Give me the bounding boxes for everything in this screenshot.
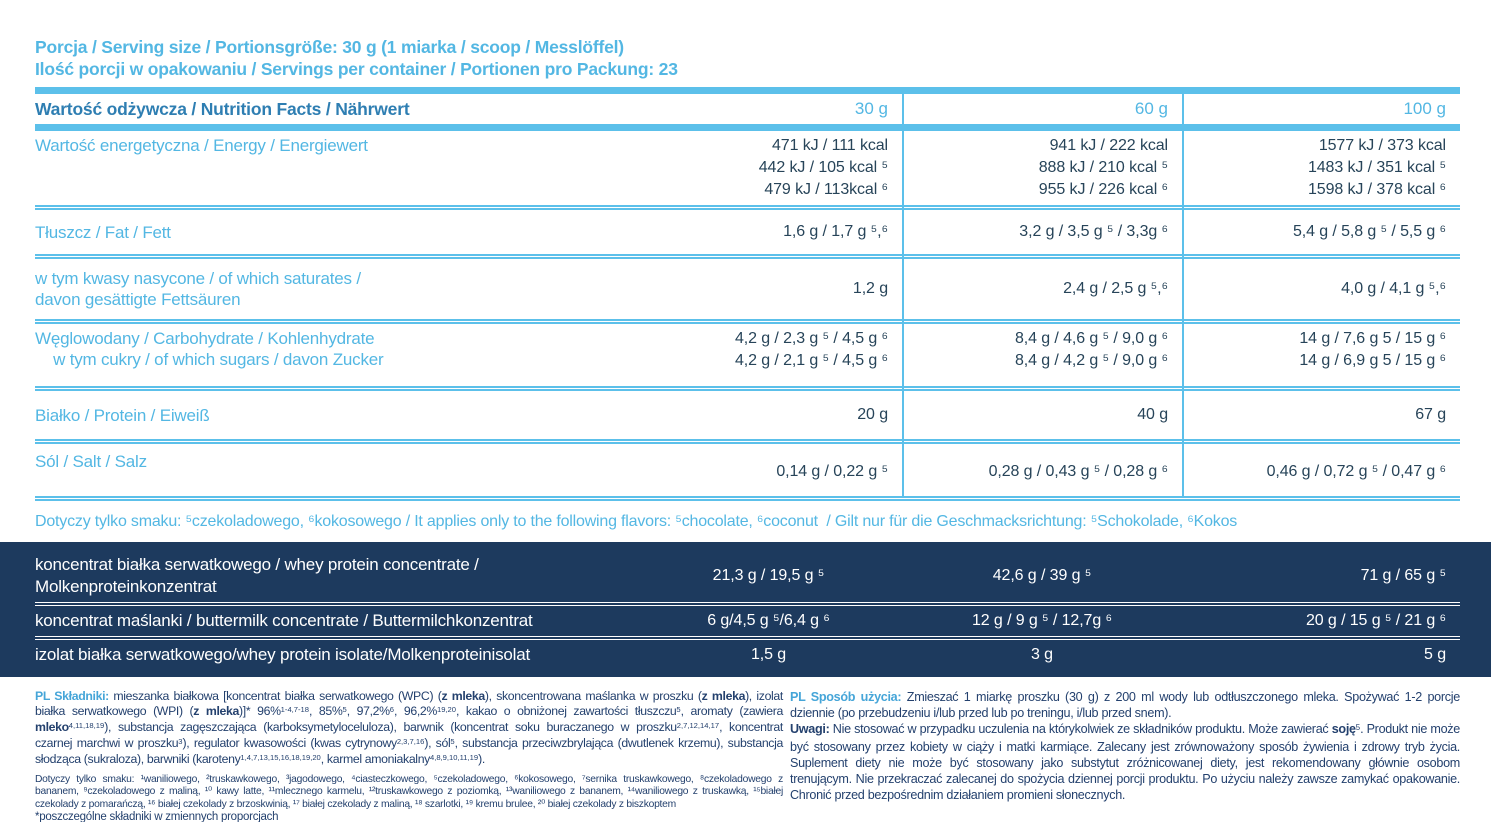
value-line: 67 g — [1415, 406, 1446, 423]
superscript: 5 — [450, 736, 455, 746]
value-cell-30g — [635, 221, 902, 243]
row-label — [35, 405, 635, 426]
value-cell-60g — [902, 448, 1182, 483]
value-cell-100g — [1182, 328, 1460, 372]
text-segment: , 97,2% — [346, 704, 390, 718]
value-cell-100g — [1182, 135, 1460, 201]
text-segment: mleko — [35, 720, 69, 734]
row-label — [35, 135, 635, 156]
value-line: 471 kJ / 111 kcal — [772, 137, 888, 154]
value-line: 2,4 g / 2,5 g ⁵,⁶ — [1063, 280, 1168, 297]
band-label-line: koncentrat maślanki / buttermilk concentrate / Buttermilchkonzentrat — [35, 611, 533, 630]
value-cell-60g — [902, 278, 1182, 300]
text-segment: . Produkt nie może być stosowany przez kobiety w ciąży i matki karmiące. Zalecany jest zrównoważony sposób żywienia i zdrowy tryb życia. Suplement diety nie może być stosowany jako substytut zróżnicowanej diety, jest rekomendowany głównie osobom trenującym. Nie przekraczać zalecanej do spożycia dziennej porcji produktu. Po użyciu należy zawsze zamykać opakowanie. Chronić przed bezpośrednim działaniem promieni słonecznych. — [790, 722, 1460, 802]
table-top-rule — [35, 87, 1460, 94]
text-segment: Zmieszać 1 miarkę proszku (30 g) z 200 ml wody lub odtłuszczonego mleka. Spożywać 1-2 porcje dziennie (po przebudzeniu i/lub przed lub po treningu, i/lub przed snem). — [790, 690, 1460, 720]
text-segment: z mleka — [441, 689, 485, 703]
text-segment: )]* 96% — [239, 704, 281, 718]
text-segment: ), skoncentrowana maślanka w proszku ( — [484, 689, 702, 703]
row-label — [35, 222, 635, 243]
band-body — [35, 550, 1460, 670]
text-segment: ). — [478, 752, 485, 766]
band-value-cell: 20 g / 15 g ⁵ / 21 g ⁶ — [1305, 612, 1446, 629]
value-cell-30g — [635, 278, 902, 300]
value-cell-60g — [902, 328, 1182, 372]
value-line: 14 g / 7,6 g 5 / 15 g ⁶ — [1299, 330, 1446, 347]
superscript: 2,3,7,16 — [396, 736, 425, 746]
value-line: 8,4 g / 4,6 g ⁵ / 9,0 g ⁶ — [1014, 330, 1168, 347]
band-label-line: izolat białka serwatkowego/whey protein isolate/Molkenproteinisolat — [35, 645, 530, 664]
flavor-note: Dotyczy tylko smaku: ⁵czekoladowego, ⁶kokosowego / It applies only to the following flavors: ⁵chocolate, ⁶coconut / Gilt nur für die Geschmacksrichtung: ⁵Schokolade, ⁶Kokos — [35, 513, 1238, 530]
value-cell-30g — [635, 328, 902, 372]
footer — [0, 677, 1491, 822]
value-cell-30g — [635, 448, 902, 483]
superscript: 19,20 — [436, 704, 457, 714]
row-label — [35, 328, 635, 370]
value-line: 40 g — [1137, 406, 1168, 423]
value-line: 0,46 g / 0,72 g ⁵ / 0,47 g ⁶ — [1266, 463, 1446, 480]
text-segment: , koncentrat czarnej marchwi w proszku — [35, 720, 783, 750]
row-label-line: Białko / Protein / Eiweiß — [35, 405, 210, 425]
column-header-60g: 60 g — [1134, 99, 1168, 118]
band-value-cell: 42,6 g / 39 g ⁵ — [992, 567, 1092, 584]
row-label-line: w tym cukry / of which sugars / davon Zucker — [35, 350, 384, 369]
table-row-carbs — [35, 319, 1460, 386]
footer-right-column — [790, 689, 1460, 822]
text-segment: Nie stosować w przypadku uczulenia na którykolwiek ze składników produktu. Może zawierać — [832, 722, 1332, 736]
row-label-line: Węglowodany / Carbohydrate / Kohlenhydrate — [35, 329, 375, 348]
row-label-line: w tym kwasy nasycone / of which saturates / — [35, 269, 361, 288]
value-line: 1598 kJ / 378 kcal ⁶ — [1307, 181, 1446, 198]
band-value-cell: 1,5 g — [750, 646, 787, 663]
table-row-saturates — [35, 254, 1460, 319]
text-segment: , substancja przeciwzbrylająca (dwutlenek krzemu), substancja słodząca (sukraloza), barwniki (karoteny — [35, 736, 783, 766]
text-segment: z mleka — [193, 704, 240, 718]
table-header-bottom-rule — [35, 124, 1460, 131]
value-cell-100g — [1182, 448, 1460, 483]
value-line: 4,0 g / 4,1 g ⁵,⁶ — [1341, 280, 1446, 297]
column-divider-1 — [902, 94, 904, 496]
band-label-line: koncentrat białka serwatkowego / whey protein concentrate / — [35, 555, 479, 574]
value-line: 8,4 g / 4,2 g ⁵ / 9,0 g ⁶ — [1014, 352, 1168, 369]
serving-info — [0, 0, 1491, 80]
superscript: 1-4,7-18 — [280, 704, 310, 714]
text-segment: , 85% — [309, 704, 343, 718]
table-row-protein — [35, 386, 1460, 439]
superscript: 4,8,9,10,11,19 — [429, 752, 479, 762]
value-cell-30g — [635, 404, 902, 426]
text-segment: ), izolat białka serwatkowego (WPI) ( — [35, 689, 783, 718]
text-segment: z mleka — [701, 689, 746, 703]
band-row-label — [35, 554, 635, 598]
column-header-100g: 100 g — [1403, 99, 1446, 118]
table-row-energy — [35, 131, 1460, 205]
row-label-line: Tłuszcz / Fat / Fett — [35, 222, 171, 242]
serving-size-line: Porcja / Serving size / Portionsgröße: 30 g (1 miarka / scoop / Messlöffel) — [35, 37, 624, 57]
value-line: 442 kJ / 105 kcal ⁵ — [758, 159, 888, 176]
text-segment: mieszanka białkowa [koncentrat białka serwatkowego (WPC) ( — [113, 689, 442, 703]
protein-sources-band — [0, 542, 1491, 677]
band-value-cell: 3 g — [1031, 646, 1053, 663]
text-segment: ), substancja zagęszczająca (karboksymetyloceluloza), barwnik (koncentrat soku buraczanego w proszku — [104, 720, 677, 734]
superscript: 2,7,12,14,17 — [676, 720, 720, 730]
text-segment: , aromaty (zawiera — [680, 704, 783, 718]
superscript: 5 — [342, 704, 347, 714]
band-row-whey-protein-concentrate — [35, 550, 1460, 602]
row-label — [35, 268, 635, 310]
band-row-buttermilk-concentrate — [35, 602, 1460, 636]
band-row-label — [35, 644, 635, 666]
value-line: 1,2 g — [852, 280, 888, 297]
ingredients-paragraph — [35, 689, 783, 768]
usage-paragraph — [790, 689, 1460, 721]
notes-paragraph — [790, 721, 1460, 803]
value-line: 4,2 g / 2,3 g ⁵ / 4,5 g ⁶ — [734, 330, 888, 347]
superscript: 1,4,7,13,15,16,18,19,20 — [240, 752, 321, 762]
value-cell-100g — [1182, 221, 1460, 243]
row-label-line: Wartość energetyczna / Energy / Energiewert — [35, 136, 368, 155]
table-title: Wartość odżywcza / Nutrition Facts / Nährwert — [35, 98, 410, 119]
table-header-row — [35, 94, 1460, 124]
text-segment: Uwagi: — [790, 722, 833, 736]
value-line: 955 kJ / 226 kcal ⁶ — [1038, 181, 1168, 198]
footnote-star: *poszczególne składniki w zmiennych proporcjach — [35, 811, 279, 822]
footer-left-column — [35, 689, 783, 822]
value-line: 20 g — [857, 406, 888, 423]
value-line: 0,14 g / 0,22 g ⁵ — [776, 463, 888, 480]
superscript: 5 — [1355, 722, 1361, 732]
flavor-footnote-paragraph: Dotyczy tylko smaku: ¹waniliowego, ²truskawkowego, ³jagodowego, ⁴ciasteczkowego, ⁵czekoladowego, ⁶kokosowego, ⁷sernika truskawkowego, ⁸czekoladowego z bananem, ⁹czekoladowego z maliną, ¹⁰ kawy latte, ¹¹mlecznego karmelu, ¹²truskawkowego z poziomką, ¹³waniliowego z bananem, ¹⁴waniliowego z truskawką, ¹⁵białej czekolady z pomarańczą, ¹⁶ białej czekolady z brzoskwinią, ¹⁷ białej czekolady z maliną, ¹⁸ szarlotki, ¹⁹ kremu brulee, ²⁰ białej czekolady z biszkoptem — [35, 774, 783, 810]
value-cell-60g — [902, 135, 1182, 201]
value-line: 479 kJ / 113kcal ⁶ — [764, 181, 888, 198]
nutrition-table — [35, 87, 1460, 501]
text-segment: ), regulator kwasowości (kwas cytrynowy — [182, 736, 397, 750]
value-line: 5,4 g / 5,8 g ⁵ / 5,5 g ⁶ — [1292, 223, 1446, 240]
superscript: 3 — [178, 736, 183, 746]
band-row-label — [35, 610, 635, 632]
text-segment: ), sól — [424, 736, 451, 750]
value-line: 14 g / 6,9 g 5 / 15 g ⁶ — [1299, 352, 1446, 369]
column-header-30g: 30 g — [854, 99, 888, 118]
value-line: 888 kJ / 210 kcal ⁵ — [1038, 159, 1168, 176]
row-label — [35, 448, 635, 472]
value-line: 1,6 g / 1,7 g ⁵,⁶ — [783, 223, 888, 240]
band-value-cell: 5 g — [1424, 646, 1446, 663]
band-label-line: Molkenproteinkonzentrat — [35, 577, 217, 596]
column-divider-2 — [1182, 94, 1184, 496]
text-segment: soję — [1331, 722, 1356, 736]
servings-per-container-line: Ilość porcji w opakowaniu / Servings per container / Portionen pro Packung: 23 — [35, 59, 678, 79]
value-cell-30g — [635, 135, 902, 201]
superscript: 5 — [676, 704, 681, 714]
text-segment: PL Sposób użycia: — [790, 690, 907, 704]
value-line: 3,2 g / 3,5 g ⁵ / 3,3g ⁶ — [1019, 223, 1168, 240]
table-row-fat — [35, 205, 1460, 254]
text-segment: PL Składniki: — [35, 689, 114, 703]
value-line: 941 kJ / 222 kcal — [1049, 137, 1168, 154]
text-segment: , kakao o obniżonej zawartości tłuszczu — [456, 704, 677, 718]
superscript: 6 — [389, 704, 394, 714]
value-line: 0,28 g / 0,43 g ⁵ / 0,28 g ⁶ — [988, 463, 1168, 480]
band-value-cell: 12 g / 9 g ⁵ / 12,7g ⁶ — [971, 612, 1112, 629]
value-line: 4,2 g / 2,1 g ⁵ / 4,5 g ⁶ — [734, 352, 888, 369]
value-cell-60g — [902, 404, 1182, 426]
band-row-whey-protein-isolate — [35, 636, 1460, 670]
row-label-line: Sól / Salt / Salz — [35, 452, 147, 471]
value-cell-100g — [1182, 404, 1460, 426]
value-cell-100g — [1182, 278, 1460, 300]
value-line: 1483 kJ / 351 kcal ⁵ — [1307, 159, 1446, 176]
table-body — [35, 131, 1460, 496]
band-value-cell: 21,3 g / 19,5 g ⁵ — [712, 567, 825, 584]
text-segment: , karmel amoniakalny — [320, 752, 430, 766]
text-segment: , 96,2% — [393, 704, 437, 718]
superscript: 4,11,18,19 — [68, 720, 105, 730]
band-value-cell: 6 g/4,5 g ⁵/6,4 g ⁶ — [707, 612, 830, 629]
value-line: 1577 kJ / 373 kcal — [1318, 137, 1446, 154]
table-row-salt — [35, 439, 1460, 496]
band-value-cell: 71 g / 65 g ⁵ — [1360, 567, 1446, 584]
row-label-line: davon gesättigte Fettsäuren — [35, 290, 241, 309]
value-cell-60g — [902, 221, 1182, 243]
